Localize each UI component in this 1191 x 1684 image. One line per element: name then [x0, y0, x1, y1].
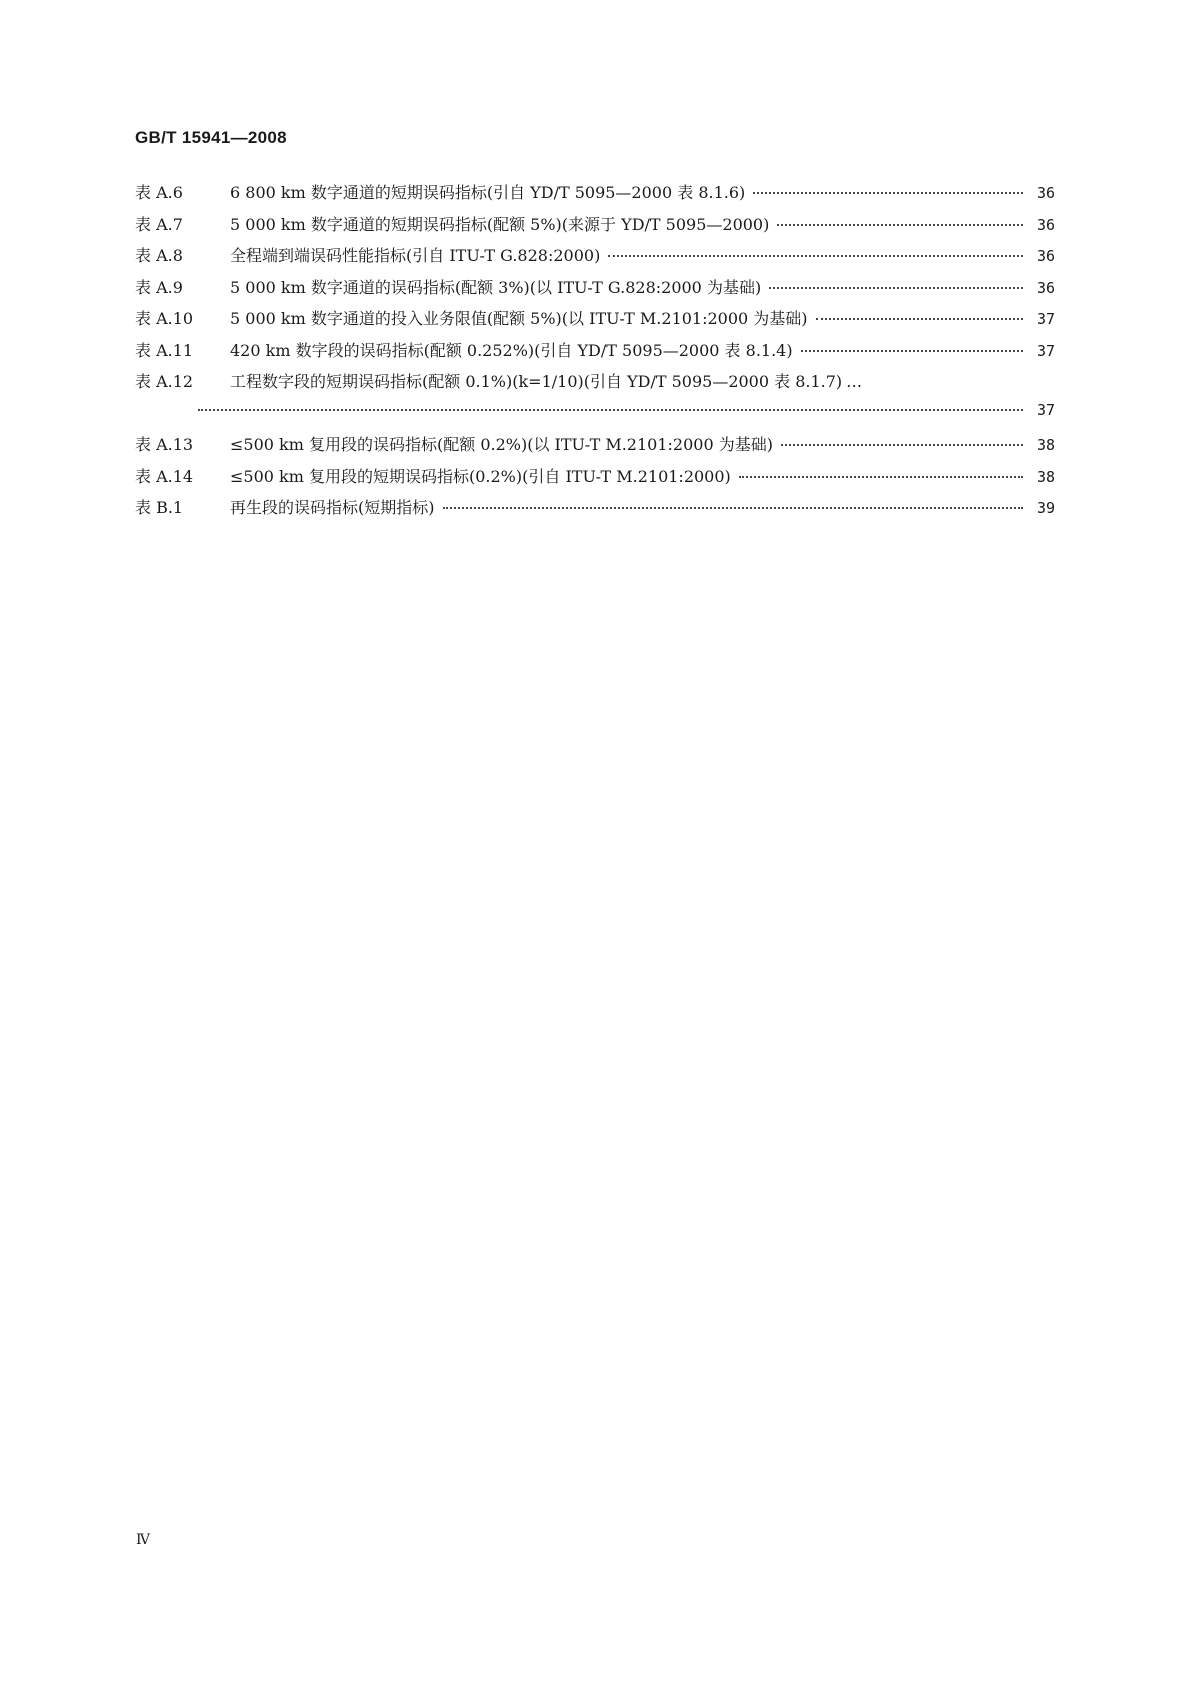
toc-entry-label: 表 A.7: [135, 214, 183, 234]
toc-entry[interactable]: [135, 212, 1055, 244]
toc-entry-page: 36: [1036, 184, 1055, 202]
dot-leader: [739, 475, 1023, 478]
toc-entry-page: 36: [1036, 215, 1055, 234]
dot-leader: [198, 408, 1023, 411]
dot-leader: [443, 506, 1024, 509]
toc-entry-page: 37: [1036, 400, 1055, 419]
toc-entry-title: ≤500 km 复用段的误码指标(配额 0.2%)(以 ITU-T M.2101:2000 为基础): [230, 435, 773, 454]
toc-entry[interactable]: [135, 243, 1055, 275]
toc-entry-page: 37: [1036, 341, 1055, 360]
toc-entry[interactable]: [135, 338, 1055, 370]
toc-entry[interactable]: [135, 369, 1055, 401]
toc-entry-title: 420 km 数字段的误码指标(配额 0.252%)(引自 YD/T 5095—2000 表 8.1.4): [230, 340, 793, 360]
standard-id-header: GB/T 15941—2008: [135, 128, 287, 147]
dot-leader: [769, 286, 1023, 289]
toc-entry-page: 36: [1036, 247, 1055, 265]
dot-leader: [777, 223, 1023, 226]
toc-entry-tail: …: [846, 372, 864, 391]
toc-entry-label: 表 A.8: [135, 246, 183, 265]
toc-entry-title: 5 000 km 数字通道的误码指标(配额 3%)(以 ITU-T G.828:2000 为基础): [230, 277, 762, 297]
toc-entry-title: 6 800 km 数字通道的短期误码指标(引自 YD/T 5095—2000 表 8.1.6): [230, 183, 746, 202]
toc-entry[interactable]: [135, 306, 1055, 338]
toc-entry-title: 再生段的误码指标(短期指标): [230, 498, 435, 517]
toc-entry-title: 工程数字段的短期误码指标(配额 0.1%)(k=1/10)(引自 YD/T 5095—2000 表 8.1.7): [230, 372, 843, 391]
toc-entry-label: 表 B.1: [135, 498, 184, 517]
toc-entry-label: 表 A.14: [135, 466, 194, 486]
page-number: Ⅳ: [136, 1532, 150, 1548]
toc-entry-page: 38: [1036, 436, 1055, 454]
toc-entry-label: 表 A.12: [135, 372, 194, 391]
toc-entry-page: 38: [1036, 467, 1055, 486]
toc-entry-label: 表 A.6: [135, 183, 183, 202]
dot-leader: [781, 443, 1023, 446]
toc-entry-page: 37: [1036, 310, 1055, 328]
toc-entry-label: 表 A.9: [135, 277, 183, 297]
toc-entry-title: ≤500 km 复用段的短期误码指标(0.2%)(引自 ITU-T M.2101:2000): [230, 466, 731, 486]
toc-entry[interactable]: [135, 180, 1055, 212]
toc-entry-title: 5 000 km 数字通道的短期误码指标(配额 5%)(来源于 YD/T 5095—2000): [230, 214, 770, 234]
table-of-contents: [135, 180, 1055, 527]
dot-leader: [608, 254, 1023, 257]
toc-entry-title: 全程端到端误码性能指标(引自 ITU-T G.828:2000): [230, 246, 601, 265]
toc-entry-label: 表 A.11: [135, 340, 194, 360]
toc-entry-title: 5 000 km 数字通道的投入业务限值(配额 5%)(以 ITU-T M.2101:2000 为基础): [230, 309, 808, 328]
toc-entry-label: 表 A.13: [135, 435, 194, 454]
toc-entry[interactable]: [135, 275, 1055, 307]
dot-leader: [753, 191, 1023, 194]
toc-entry[interactable]: [135, 432, 1055, 464]
toc-entry-label: 表 A.10: [135, 309, 194, 328]
dot-leader: [816, 317, 1023, 320]
toc-entry-page: 36: [1036, 278, 1055, 297]
toc-entry-continuation[interactable]: [135, 401, 1055, 433]
toc-entry[interactable]: [135, 495, 1055, 527]
dot-leader: [801, 349, 1023, 352]
toc-entry[interactable]: [135, 464, 1055, 496]
toc-entry-page: 39: [1036, 499, 1055, 517]
